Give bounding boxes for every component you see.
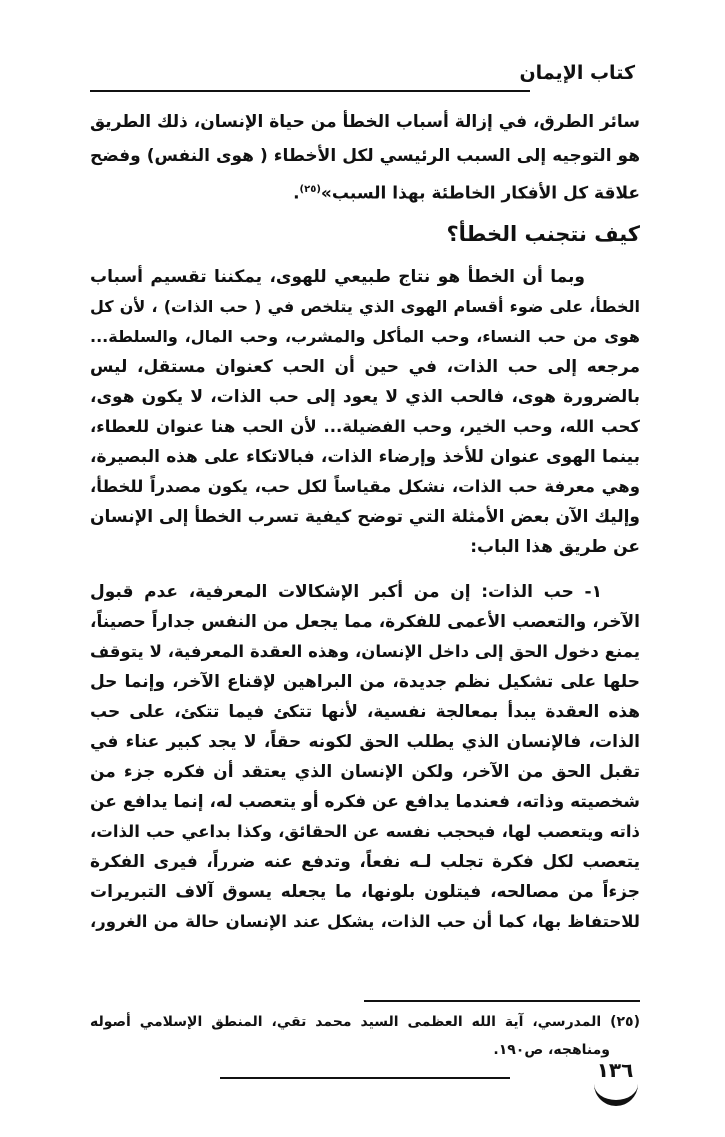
text-line-content: علاقة كل الأفكار الخاطئة بهذا السبب»: [320, 183, 640, 204]
text-line: ذاته ويتعصب لها، فيحجب نفسه عن الحقائق، وكذا بداعي حب الذات،: [90, 822, 640, 841]
text-line: الخطأ، على ضوء أقسام الهوى الذي يتلخص في ( حب الذات) ، لأن كل: [90, 297, 640, 316]
period: .: [293, 183, 300, 204]
text-line: جزءاً من مصالحه، فيتلون بلونها، ما يجعله يسوق آلاف التبريرات: [90, 882, 640, 902]
text-line: حلها على تشكيل نظم جديدة، من البراهين لإقناع الآخر، وإنما حل: [90, 672, 640, 692]
text-line: ١- حب الذات: إن من أكبر الإشكالات المعرفية، عدم قبول: [90, 582, 602, 602]
text-line: للاحتفاظ بها، كما أن حب الذات، يشكل عند الإنسان حالة من الغرور،: [90, 912, 640, 931]
text-line: مرجعه إلى حب الذات، في حين أن الحب كعنوان مستقل، ليس: [90, 357, 640, 377]
text-line: يمنع دخول الحق إلى داخل الإنسان، وهذه العقدة المعرفية، لا يتوقف: [90, 642, 640, 661]
text-line: هوى من حب النساء، وحب المأكل والمشرب، وحب المال، والسلطة...: [90, 327, 640, 346]
paragraph-3: [90, 577, 640, 937]
footnote-line: ومناهجه، ص١٩٠.: [493, 1042, 610, 1058]
text-line: الآخر، والتعصب الأعمى للفكرة، مما يجعل من النفس جداراً حصيناً،: [90, 612, 640, 632]
section-heading: كيف نتجنب الخطأ؟: [446, 222, 640, 246]
footnote-ref[interactable]: (٢٥): [299, 184, 321, 195]
page-number-text: ١٣٦: [596, 1058, 634, 1082]
text-line: شخصيته وذاته، فعندما يدافع عن فكره أو يتعصب له، إنما يدافع عن: [90, 792, 640, 812]
page-number: [590, 1058, 640, 1098]
header-rule: [90, 90, 530, 92]
text-line: سائر الطرق، في إزالة أسباب الخطأ من حياة الإنسان، ذلك الطريق: [89, 112, 640, 132]
text-line: هو التوجيه إلى السبب الرئيسي لكل الأخطاء ( هوى النفس) وفضح: [90, 145, 640, 166]
footnote-rule: [364, 1000, 640, 1002]
text-line: الذات، فالإنسان الذي يطلب الحق لكونه حقاً، لا يجد كبير عناء في: [90, 732, 640, 752]
book-title-logo: كتاب الإيمان: [519, 62, 635, 84]
text-line: كحب الله، وحب الخير، وحب الفضيلة... لأن الحب هنا عنوان للعطاء،: [90, 417, 640, 436]
footer-rule: [220, 1077, 510, 1079]
text-line: بالضرورة هوى، فالحب الذي لا يعود إلى حب الذات، لا يكون هوى،: [90, 387, 640, 407]
footnote-line: (٢٥) المدرسي، آية الله العظمى السيد محمد تقي، المنطق الإسلامي أصوله: [90, 1014, 640, 1030]
crescent-ornament-icon: [594, 1064, 638, 1106]
text-line: تقبل الحق من الآخر، ولكن الإنسان الذي يعتقد أن فكره جزء من: [90, 762, 640, 782]
paragraph-2: [90, 262, 640, 562]
text-line: [90, 173, 640, 207]
text-line: هذه العقدة يبدأ بمعالجة نفسية، لأنها تتكئ فيما تتكئ، على حب: [90, 702, 640, 722]
running-header: [90, 62, 635, 98]
text-line: عن طريق هذا الباب:: [470, 537, 640, 557]
text-line: وهي معرفة حب الذات، نشكل مقياساً لكل حب، يكون مصدراً للخطأ،: [90, 477, 640, 496]
text-line: وإليك الآن بعض الأمثلة التي توضح كيفية تسرب الخطأ إلى الإنسان: [90, 507, 640, 527]
paragraph-1: [90, 106, 640, 207]
text-line: بينما الهوى عنوان للأخذ وإرضاء الذات، فبالاتكاء على هذه البصيرة،: [90, 447, 640, 467]
text-line: وبما أن الخطأ هو نتاج طبيعي للهوى، يمكننا تقسيم أسباب: [90, 267, 585, 287]
footnote: [90, 1008, 640, 1064]
text-line: يتعصب لكل فكرة تجلب لـه نفعاً، وتدفع عنه ضرراً، فيرى الفكرة: [90, 852, 640, 872]
